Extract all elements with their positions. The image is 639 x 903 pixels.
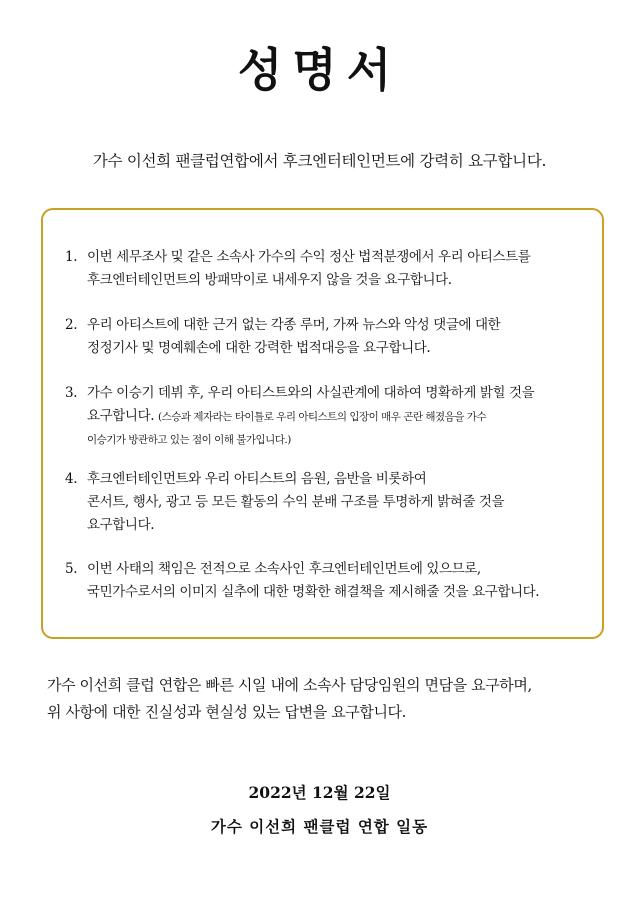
demand-line-text: 요구합니다. bbox=[87, 408, 155, 424]
closing-line: 위 사항에 대한 진실성과 현실성 있는 답변을 요구합니다. bbox=[47, 703, 407, 721]
demand-number: 2. bbox=[65, 317, 78, 333]
demand-item-4 bbox=[65, 468, 585, 537]
demand-number: 1. bbox=[65, 249, 78, 265]
demand-line: 이번 세무조사 및 같은 소속사 가수의 수익 정산 법적분쟁에서 우리 아티스트를 bbox=[87, 249, 531, 265]
document-subtitle: 가수 이선희 팬클럽연합에서 후크엔터테인먼트에 강력히 요구합니다. bbox=[92, 152, 547, 170]
demands-box bbox=[41, 208, 604, 639]
demand-note: 이승기가 방관하고 있는 점이 이해 불가입니다.) bbox=[87, 434, 291, 446]
demand-item-2 bbox=[65, 314, 585, 360]
statement-date: 2022년 12월 22일 bbox=[248, 783, 391, 802]
closing-paragraph bbox=[47, 672, 607, 726]
document-title: 성명서 bbox=[237, 43, 402, 97]
demand-line: 이번 사태의 책임은 전적으로 소속사인 후크엔터테인먼트에 있으므로, bbox=[87, 561, 481, 577]
demand-note: (스승과 제자라는 타이틀로 우리 아티스트의 입장이 매우 곤란 해졌음을 가수 bbox=[158, 411, 487, 423]
demand-item-3 bbox=[65, 382, 585, 452]
demand-line: 요구합니다. bbox=[87, 517, 155, 533]
demand-line bbox=[87, 405, 585, 429]
demand-line: 우리 아티스트에 대한 근거 없는 각종 루머, 가짜 뉴스와 악성 댓글에 대한 bbox=[87, 317, 501, 333]
demand-item-5 bbox=[65, 558, 585, 604]
demand-line: 후크엔터테인먼트의 방패막이로 내세우지 않을 것을 요구합니다. bbox=[87, 272, 452, 288]
demand-line: 가수 이승기 데뷔 후, 우리 아티스트와의 사실관계에 대하여 명확하게 밝힐 것을 bbox=[87, 385, 535, 401]
demand-line: 정정기사 및 명예훼손에 대한 강력한 법적대응을 요구합니다. bbox=[87, 340, 431, 356]
demand-line: 국민가수로서의 이미지 실추에 대한 명확한 해결책을 제시해줄 것을 요구합니다. bbox=[87, 584, 540, 600]
demand-item-1 bbox=[65, 246, 585, 292]
demand-number: 5. bbox=[65, 561, 78, 577]
signer-name: 가수 이선희 팬클럽 연합 일동 bbox=[210, 817, 429, 836]
demand-line: 콘서트, 행사, 광고 등 모든 활동의 수익 분배 구조를 투명하게 밝혀줄 것을 bbox=[87, 494, 505, 510]
closing-line: 가수 이선희 클럽 연합은 빠른 시일 내에 소속사 담당임원의 면담을 요구하며, bbox=[47, 676, 532, 694]
demand-number: 4. bbox=[65, 471, 78, 487]
demand-line: 후크엔터테인먼트와 우리 아티스트의 음원, 음반을 비롯하여 bbox=[87, 471, 427, 487]
demand-number: 3. bbox=[65, 385, 78, 401]
